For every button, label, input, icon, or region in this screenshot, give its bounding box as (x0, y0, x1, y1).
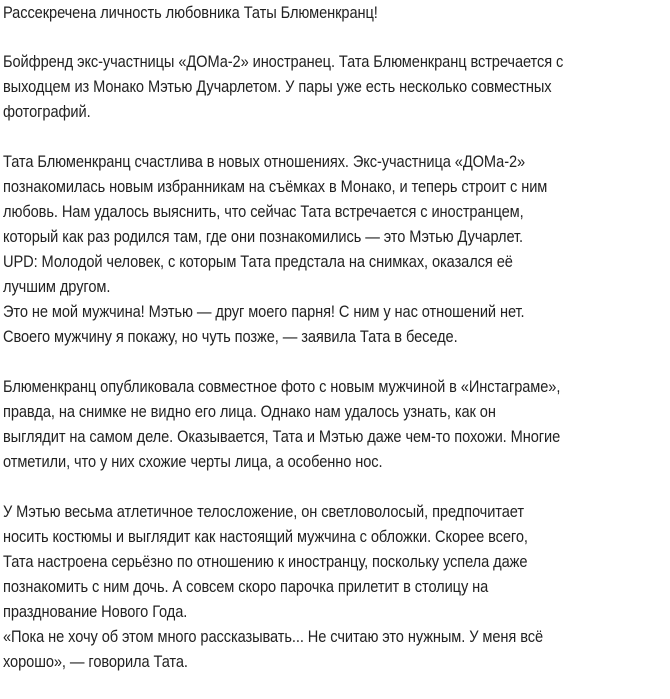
quote-line: «Пока не хочу об этом много рассказывать... Не считаю это нужным. У меня всё (3, 627, 543, 646)
paragraph-line: правда, на снимке не видно его лица. Однако нам удалось узнать, как он (3, 402, 496, 421)
paragraph-line: выходцем из Монако Мэтью Дучарлетом. У пары уже есть несколько совместных (3, 77, 552, 96)
paragraph-4 (3, 499, 670, 674)
paragraph-line: познакомилась новым избранникам на съёмках в Монако, и теперь строит с ним (3, 177, 548, 196)
article-title: Рассекречена личность любовника Таты Блюменкранц! (3, 3, 378, 22)
paragraph-line: празднование Нового Года. (3, 602, 188, 621)
paragraph-line: Бойфренд экс-участницы «ДОМа-2» иностранец. Тата Блюменкранц встречается с (3, 52, 564, 71)
paragraph-line: носить костюмы и выглядит как настоящий мужчина с обложки. Скорее всего, (3, 527, 528, 546)
paragraph-3 (3, 374, 670, 474)
paragraph-line: Тата настроена серьёзно по отношению к иностранцу, поскольку успела даже (3, 552, 528, 571)
paragraph-line: выглядит на самом деле. Оказывается, Тата и Мэтью даже чем-то похожи. Многие (3, 427, 561, 446)
paragraph-line: Блюменкранц опубликовала совместное фото с новым мужчиной в «Инстаграме», (3, 377, 561, 396)
paragraph-line: У Мэтью весьма атлетичное телосложение, он светловолосый, предпочитает (3, 502, 524, 521)
paragraph-line: который как раз родился там, где они познакомились — это Мэтью Дучарлет. (3, 227, 523, 246)
paragraph-2 (3, 149, 670, 349)
article (3, 0, 670, 699)
paragraph-line: познакомить с ним дочь. А совсем скоро парочка прилетит в столицу на (3, 577, 489, 596)
quote-line: Это не мой мужчина! Мэтью — друг моего парня! С ним у нас отношений нет. (3, 302, 525, 321)
update-note: UPD: Молодой человек, с которым Тата предстала на снимках, оказался её (3, 252, 513, 271)
paragraph-1 (3, 49, 670, 124)
paragraph-line: фотографий. (3, 102, 91, 121)
paragraph-line: отметили, что у них схожие черты лица, а особенно нос. (3, 452, 383, 471)
quote-line: Своего мужчину я покажу, но чуть позже, — заявила Тата в беседе. (3, 327, 458, 346)
quote-line: хорошо», — говорила Тата. (3, 652, 188, 671)
paragraph-line: любовь. Нам удалось выяснить, что сейчас Тата встречается с иностранцем, (3, 202, 524, 221)
paragraph-line: Тата Блюменкранц счастлива в новых отношениях. Экс-участница «ДОМа-2» (3, 152, 526, 171)
update-note: лучшим другом. (3, 277, 111, 296)
